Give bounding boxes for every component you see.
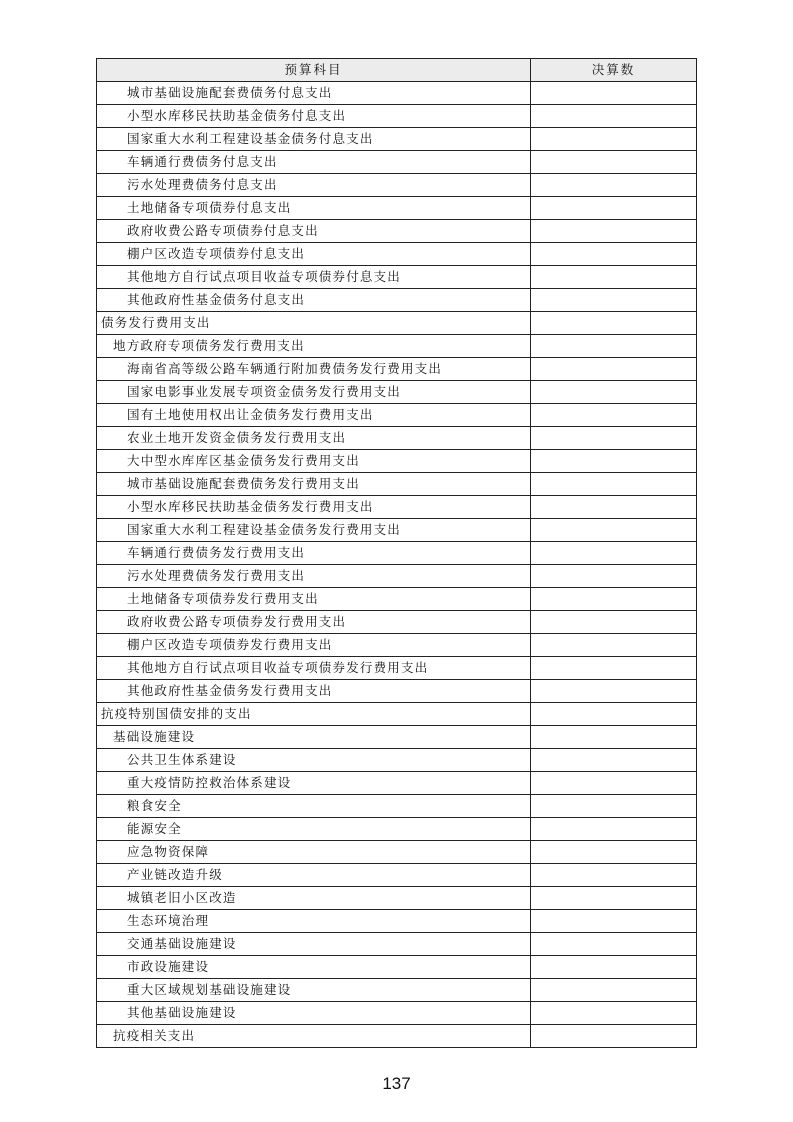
budget-item-label: 国有土地使用权出让金债务发行费用支出: [97, 404, 531, 427]
final-amount-cell: [531, 864, 697, 887]
budget-item-label: 大中型水库库区基金债务发行费用支出: [97, 450, 531, 473]
budget-item-label: 农业土地开发资金债务发行费用支出: [97, 427, 531, 450]
header-budget-item: 预算科目: [97, 59, 531, 82]
table-row: [97, 427, 697, 450]
final-amount-cell: [531, 105, 697, 128]
table-row: [97, 956, 697, 979]
final-amount-cell: [531, 634, 697, 657]
header-final-amount: 决算数: [531, 59, 697, 82]
table-row: [97, 381, 697, 404]
table-row: [97, 473, 697, 496]
budget-item-label: 重大区域规划基础设施建设: [97, 979, 531, 1002]
table-row: [97, 335, 697, 358]
budget-item-label: 其他地方自行试点项目收益专项债券付息支出: [97, 266, 531, 289]
budget-item-label: 其他地方自行试点项目收益专项债券发行费用支出: [97, 657, 531, 680]
budget-table: [96, 58, 697, 1048]
table-row: [97, 220, 697, 243]
budget-item-label: 污水处理费债务付息支出: [97, 174, 531, 197]
table-row: [97, 772, 697, 795]
table-row: [97, 1002, 697, 1025]
final-amount-cell: [531, 542, 697, 565]
budget-item-label: 债务发行费用支出: [97, 312, 531, 335]
final-amount-cell: [531, 841, 697, 864]
final-amount-cell: [531, 427, 697, 450]
budget-item-label: 小型水库移民扶助基金债务发行费用支出: [97, 496, 531, 519]
budget-item-label: 其他基础设施建设: [97, 1002, 531, 1025]
table-row: [97, 657, 697, 680]
budget-item-label: 抗疫特别国债安排的支出: [97, 703, 531, 726]
final-amount-cell: [531, 818, 697, 841]
final-amount-cell: [531, 726, 697, 749]
page-number: 137: [382, 1074, 411, 1093]
table-header-row: [97, 59, 697, 82]
final-amount-cell: [531, 197, 697, 220]
final-amount-cell: [531, 82, 697, 105]
final-amount-cell: [531, 795, 697, 818]
table-row: [97, 818, 697, 841]
table-row: [97, 1025, 697, 1048]
table-row: [97, 795, 697, 818]
budget-item-label: 国家重大水利工程建设基金债务付息支出: [97, 128, 531, 151]
budget-item-label: 市政设施建设: [97, 956, 531, 979]
table-row: [97, 887, 697, 910]
table-row: [97, 864, 697, 887]
budget-item-label: 其他政府性基金债务发行费用支出: [97, 680, 531, 703]
budget-item-label: 公共卫生体系建设: [97, 749, 531, 772]
table-row: [97, 174, 697, 197]
final-amount-cell: [531, 657, 697, 680]
table-row: [97, 197, 697, 220]
table-row: [97, 841, 697, 864]
budget-item-label: 棚户区改造专项债券发行费用支出: [97, 634, 531, 657]
table-row: [97, 680, 697, 703]
final-amount-cell: [531, 335, 697, 358]
table-body: [97, 82, 697, 1048]
final-amount-cell: [531, 358, 697, 381]
final-amount-cell: [531, 381, 697, 404]
final-amount-cell: [531, 312, 697, 335]
budget-item-label: 棚户区改造专项债券付息支出: [97, 243, 531, 266]
budget-item-label: 抗疫相关支出: [97, 1025, 531, 1048]
final-amount-cell: [531, 933, 697, 956]
final-amount-cell: [531, 749, 697, 772]
table-row: [97, 82, 697, 105]
final-amount-cell: [531, 450, 697, 473]
table-row: [97, 243, 697, 266]
budget-item-label: 政府收费公路专项债券付息支出: [97, 220, 531, 243]
final-amount-cell: [531, 703, 697, 726]
table-row: [97, 312, 697, 335]
final-amount-cell: [531, 496, 697, 519]
final-amount-cell: [531, 151, 697, 174]
budget-item-label: 产业链改造升级: [97, 864, 531, 887]
final-amount-cell: [531, 128, 697, 151]
final-amount-cell: [531, 174, 697, 197]
table-row: [97, 611, 697, 634]
table-row: [97, 128, 697, 151]
table-row: [97, 358, 697, 381]
final-amount-cell: [531, 266, 697, 289]
budget-item-label: 地方政府专项债务发行费用支出: [97, 335, 531, 358]
final-amount-cell: [531, 772, 697, 795]
final-amount-cell: [531, 243, 697, 266]
final-amount-cell: [531, 1002, 697, 1025]
final-amount-cell: [531, 565, 697, 588]
table-row: [97, 266, 697, 289]
budget-item-label: 海南省高等级公路车辆通行附加费债务发行费用支出: [97, 358, 531, 381]
table-row: [97, 910, 697, 933]
final-amount-cell: [531, 588, 697, 611]
budget-item-label: 城市基础设施配套费债务付息支出: [97, 82, 531, 105]
final-amount-cell: [531, 956, 697, 979]
final-amount-cell: [531, 1025, 697, 1048]
budget-item-label: 其他政府性基金债务付息支出: [97, 289, 531, 312]
table-row: [97, 151, 697, 174]
budget-item-label: 国家重大水利工程建设基金债务发行费用支出: [97, 519, 531, 542]
budget-item-label: 城市基础设施配套费债务发行费用支出: [97, 473, 531, 496]
final-amount-cell: [531, 979, 697, 1002]
final-amount-cell: [531, 473, 697, 496]
final-amount-cell: [531, 680, 697, 703]
final-amount-cell: [531, 910, 697, 933]
final-amount-cell: [531, 887, 697, 910]
budget-item-label: 土地储备专项债券发行费用支出: [97, 588, 531, 611]
table-row: [97, 404, 697, 427]
table-row: [97, 726, 697, 749]
table-row: [97, 979, 697, 1002]
budget-item-label: 粮食安全: [97, 795, 531, 818]
final-amount-cell: [531, 404, 697, 427]
budget-item-label: 小型水库移民扶助基金债务付息支出: [97, 105, 531, 128]
table-row: [97, 588, 697, 611]
budget-item-label: 城镇老旧小区改造: [97, 887, 531, 910]
table-row: [97, 565, 697, 588]
budget-item-label: 车辆通行费债务发行费用支出: [97, 542, 531, 565]
table-row: [97, 105, 697, 128]
budget-item-label: 生态环境治理: [97, 910, 531, 933]
budget-item-label: 土地储备专项债券付息支出: [97, 197, 531, 220]
budget-item-label: 国家电影事业发展专项资金债务发行费用支出: [97, 381, 531, 404]
final-amount-cell: [531, 220, 697, 243]
table-row: [97, 703, 697, 726]
table-row: [97, 289, 697, 312]
budget-item-label: 应急物资保障: [97, 841, 531, 864]
table-row: [97, 450, 697, 473]
budget-item-label: 能源安全: [97, 818, 531, 841]
budget-item-label: 交通基础设施建设: [97, 933, 531, 956]
table-row: [97, 749, 697, 772]
final-amount-cell: [531, 289, 697, 312]
table-row: [97, 634, 697, 657]
table-row: [97, 933, 697, 956]
final-amount-cell: [531, 519, 697, 542]
budget-item-label: 基础设施建设: [97, 726, 531, 749]
budget-item-label: 政府收费公路专项债券发行费用支出: [97, 611, 531, 634]
table-row: [97, 542, 697, 565]
table-row: [97, 496, 697, 519]
budget-item-label: 污水处理费债务发行费用支出: [97, 565, 531, 588]
budget-item-label: 车辆通行费债务付息支出: [97, 151, 531, 174]
final-amount-cell: [531, 611, 697, 634]
budget-item-label: 重大疫情防控救治体系建设: [97, 772, 531, 795]
table-row: [97, 519, 697, 542]
